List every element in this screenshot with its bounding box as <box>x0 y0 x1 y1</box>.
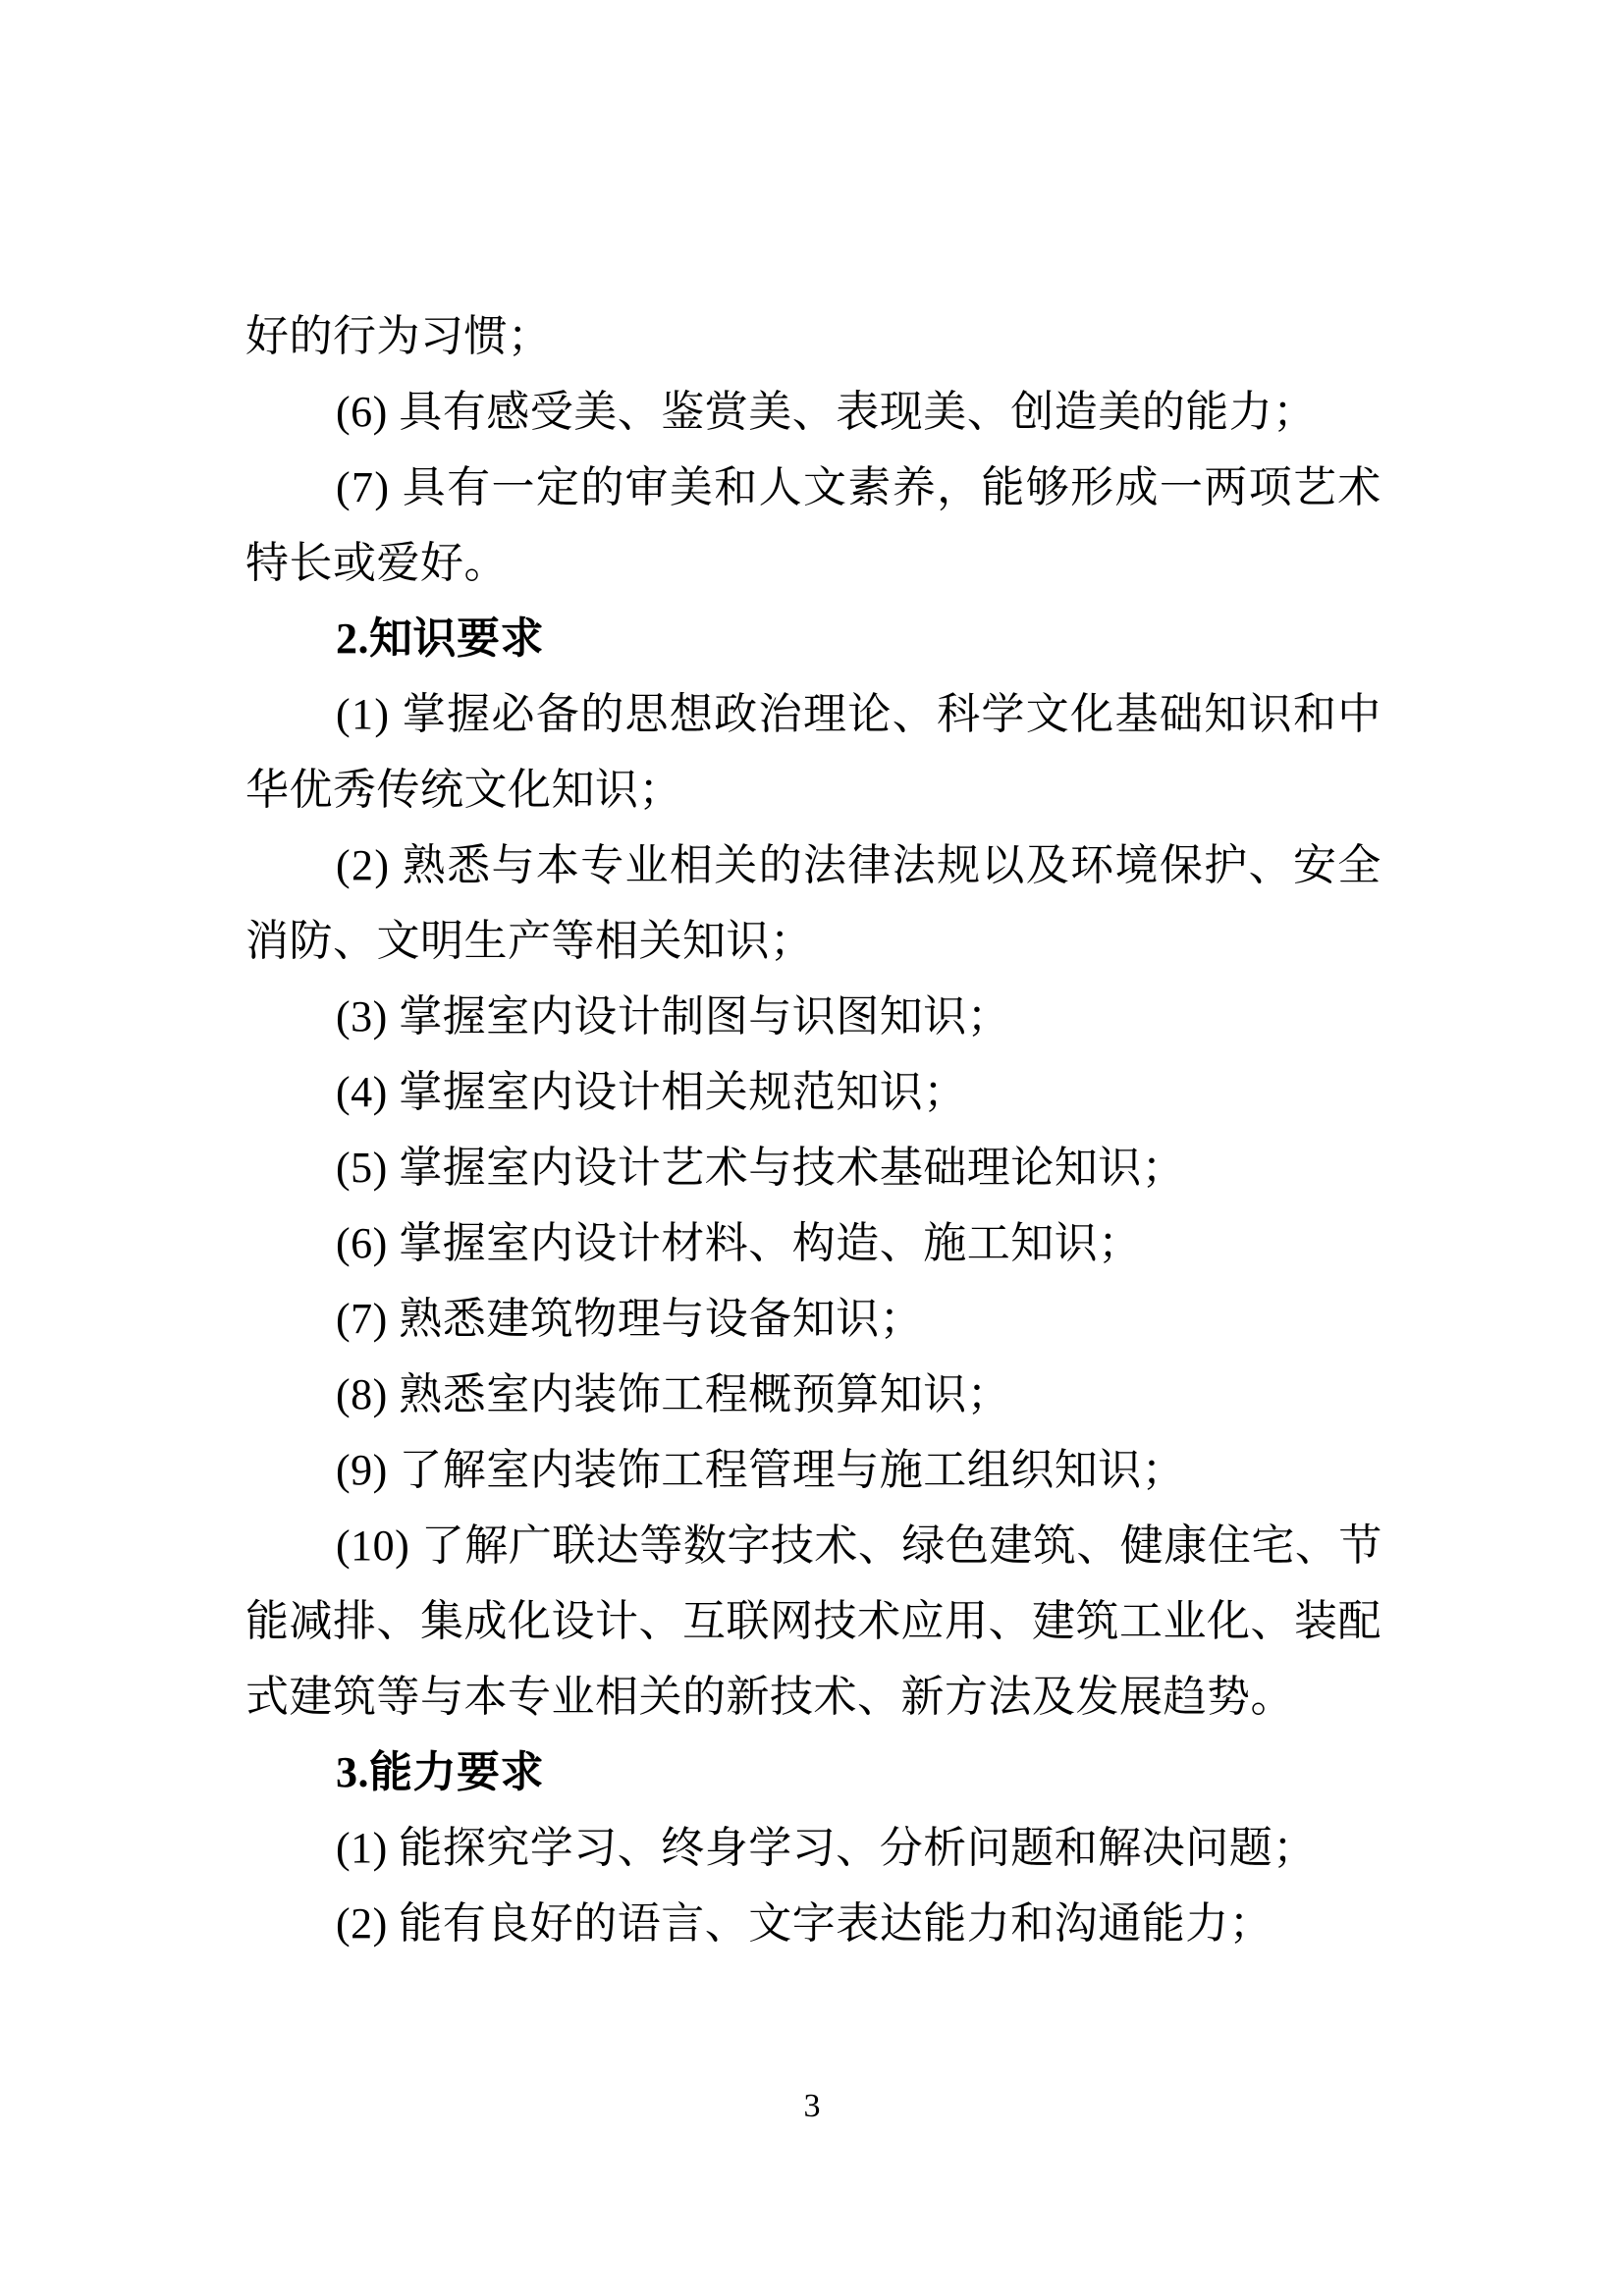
text-line: ( 7 ) 具 有 一 定 的 审 美 和 人 文 素 养 ， 能 够 形 成 一 两 项 艺 术 <box>336 463 1381 511</box>
text-line: 式建筑等与本专业相关的新技术、新方法及发展趋势。 <box>245 1673 1294 1721</box>
page-number: 3 <box>803 2088 821 2124</box>
body-text-block <box>245 298 1381 1961</box>
text-line: (7) 熟悉建筑物理与设备知识； <box>336 1295 924 1343</box>
section-heading-knowledge: 2.知识要求 <box>336 614 544 663</box>
text-line: (6) 掌握室内设计材料、构造、施工知识； <box>336 1219 1142 1267</box>
text-line: (4) 掌握室内设计相关规范知识； <box>336 1068 967 1116</box>
text-line: ( 1 ) 掌 握 必 备 的 思 想 政 治 理 论 、 科 学 文 化 基 础 知 识 和 中 <box>336 690 1381 738</box>
text-line: 消防、文明生产等相关知识； <box>245 917 814 965</box>
text-line: (1) 能探究学习、终身学习、分析问题和解决问题； <box>336 1824 1317 1872</box>
text-line: (6) 具有感受美、鉴赏美、表现美、创造美的能力； <box>336 388 1317 436</box>
text-line: ( 2 ) 熟 悉 与 本 专 业 相 关 的 法 律 法 规 以 及 环 境 保 护 、 安 全 <box>336 841 1381 889</box>
section-heading-ability: 3.能力要求 <box>336 1748 544 1796</box>
text-line: (9) 了解室内装饰工程管理与施工组织知识； <box>336 1446 1186 1494</box>
text-line: 华优秀传统文化知识； <box>245 766 682 814</box>
text-line: (2) 能有良好的语言、文字表达能力和沟通能力； <box>336 1899 1273 1948</box>
text-line: ( 1 0 ) 了 解 广 联 达 等 数 字 技 术 、 绿 色 建 筑 、 健 康 住 宅 、 节 <box>336 1522 1382 1570</box>
text-line: (3) 掌握室内设计制图与识图知识； <box>336 992 1011 1041</box>
text-line: (5) 掌握室内设计艺术与技术基础理论知识； <box>336 1144 1186 1192</box>
text-line: 好的行为习惯； <box>245 312 552 360</box>
text-line: (8) 熟悉室内装饰工程概预算知识； <box>336 1370 1011 1418</box>
text-line: 特长或爱好。 <box>245 539 508 587</box>
text-line: 能 减 排 、 集 成 化 设 计 、 互 联 网 技 术 应 用 、 建 筑 工 业 化 、 装 配 <box>245 1597 1381 1645</box>
